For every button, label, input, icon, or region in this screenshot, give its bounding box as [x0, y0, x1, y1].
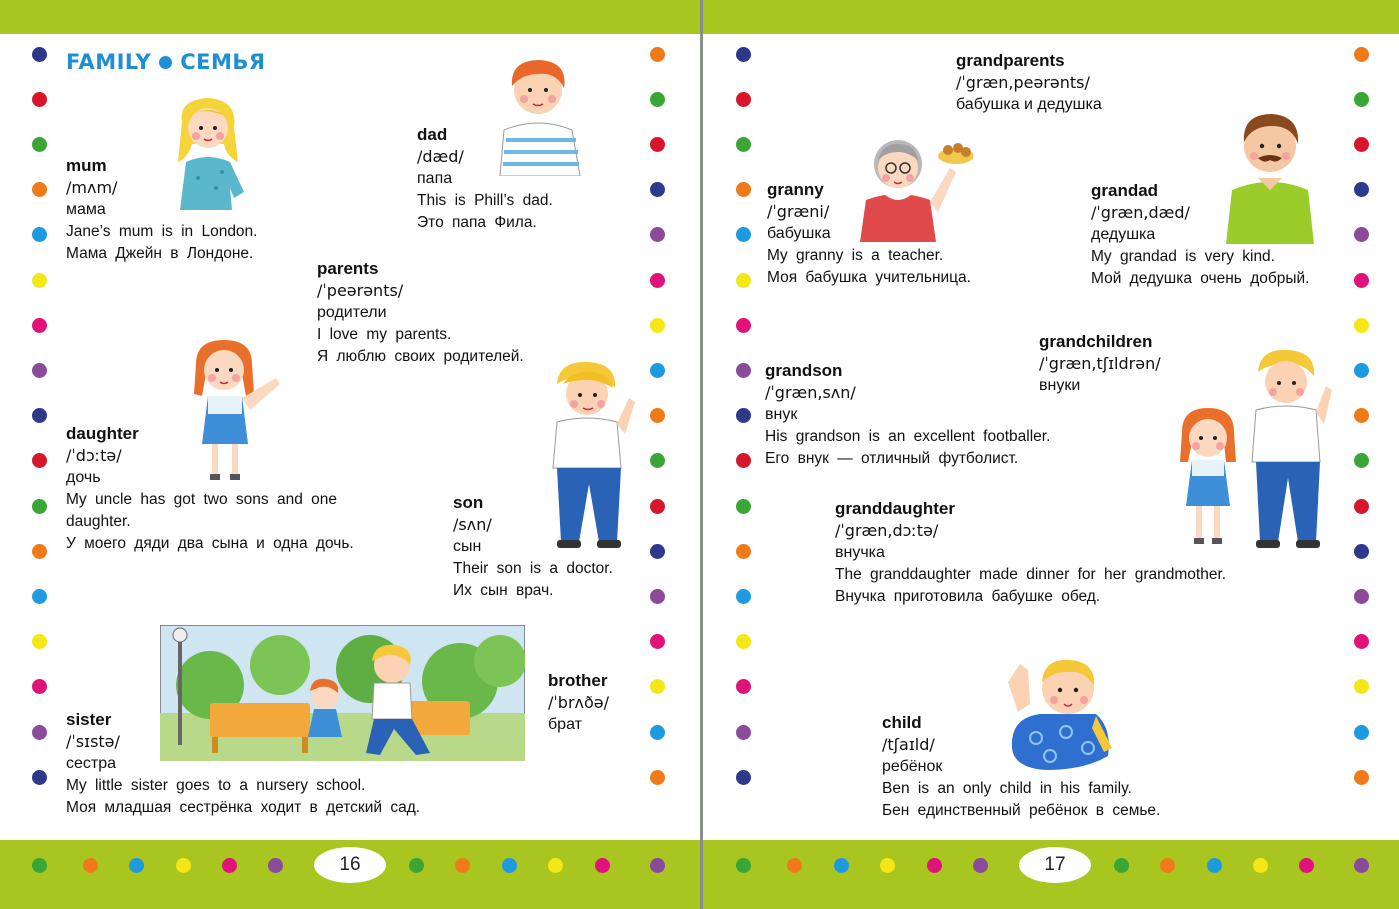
decorative-dot — [32, 499, 47, 514]
decorative-dot — [176, 858, 191, 873]
word: dad — [417, 125, 448, 144]
entry-brother — [548, 670, 609, 736]
example-en: My granny is a teacher. — [767, 247, 944, 264]
entry-dad — [417, 124, 553, 234]
decorative-dot — [650, 92, 665, 107]
word: parents — [317, 259, 379, 278]
word: granny — [767, 180, 824, 199]
decorative-dot — [650, 725, 665, 740]
decorative-dot — [736, 47, 751, 62]
decorative-dot — [650, 47, 665, 62]
example-en-line-1: My uncle has got two sons and one — [66, 491, 337, 508]
transcription: /ˈpeərənts/ — [317, 281, 404, 300]
transcription: /ˈsɪstə/ — [66, 732, 120, 751]
example-ru: Моя младшая сестрёнка ходит в детский сад. — [66, 799, 421, 816]
translation: бабушка — [767, 225, 831, 242]
decorative-dot — [1354, 318, 1369, 333]
transcription: /ˈgræn,dæd/ — [1091, 203, 1190, 222]
translation: внук — [765, 406, 798, 423]
entry-grandchildren — [1039, 331, 1161, 397]
decorative-dot — [32, 725, 47, 740]
decorative-dot — [1354, 408, 1369, 423]
example-ru: У моего дяди два сына и одна дочь. — [66, 535, 354, 552]
decorative-dot — [650, 227, 665, 242]
decorative-dot — [736, 589, 751, 604]
example-ru: Их сын врач. — [453, 582, 554, 599]
decorative-dot — [650, 770, 665, 785]
word: son — [453, 493, 484, 512]
decorative-dot — [32, 318, 47, 333]
decorative-dot — [1354, 137, 1369, 152]
decorative-dot — [736, 137, 751, 152]
example-en-line-2: daughter. — [66, 513, 131, 530]
decorative-dot — [736, 770, 751, 785]
example-en: Ben is an only child in his family. — [882, 780, 1132, 797]
word: brother — [548, 671, 608, 690]
decorative-dot — [736, 273, 751, 288]
translation: внучка — [835, 544, 885, 561]
decorative-dot — [736, 499, 751, 514]
word: grandchildren — [1039, 332, 1153, 351]
decorative-dot — [1354, 453, 1369, 468]
decorative-dot — [973, 858, 988, 873]
word: child — [882, 713, 922, 732]
example-en: Their son is a doctor. — [453, 560, 613, 577]
decorative-dot — [1354, 182, 1369, 197]
page-number-right: 17 — [1019, 847, 1091, 883]
decorative-dot — [1354, 363, 1369, 378]
translation: сестра — [66, 755, 117, 772]
decorative-dot — [1207, 858, 1222, 873]
decorative-dot — [32, 182, 47, 197]
decorative-dot — [1354, 47, 1369, 62]
decorative-dot — [650, 137, 665, 152]
example-ru: Это папа Фила. — [417, 214, 537, 231]
translation: папа — [417, 170, 453, 187]
decorative-dot — [650, 408, 665, 423]
decorative-dot — [736, 227, 751, 242]
decorative-dot — [650, 858, 665, 873]
word: grandparents — [956, 51, 1065, 70]
transcription: /dæd/ — [417, 147, 464, 166]
example-en: Jane’s mum is in London. — [66, 223, 258, 240]
decorative-dot — [1354, 858, 1369, 873]
word: grandad — [1091, 181, 1159, 200]
example-ru: Мама Джейн в Лондоне. — [66, 245, 254, 262]
decorative-dot — [736, 318, 751, 333]
decorative-dot — [1299, 858, 1314, 873]
decorative-dot — [736, 858, 751, 873]
decorative-dot — [83, 858, 98, 873]
decorative-dot — [650, 679, 665, 694]
decorative-dot — [650, 589, 665, 604]
example-ru: Мой дедушка очень добрый. — [1091, 270, 1310, 287]
translation: дедушка — [1091, 226, 1156, 243]
decorative-dot — [650, 273, 665, 288]
decorative-dot — [650, 363, 665, 378]
transcription: /ˈgræn,tʃɪldrən/ — [1039, 354, 1161, 373]
decorative-dot — [650, 544, 665, 559]
decorative-dot — [1354, 227, 1369, 242]
example-en: The granddaughter made dinner for her grandmother. — [835, 566, 1227, 583]
title-russian: СЕМЬЯ — [180, 50, 266, 74]
decorative-dot — [1354, 725, 1369, 740]
word: grandson — [765, 361, 843, 380]
decorative-dot — [32, 227, 47, 242]
title-dot-icon — [159, 56, 172, 69]
transcription: /sʌn/ — [453, 515, 492, 534]
entry-child — [882, 712, 1160, 822]
entry-grandparents — [956, 50, 1102, 116]
decorative-dot — [409, 858, 424, 873]
decorative-dot — [32, 858, 47, 873]
decorative-dot — [736, 453, 751, 468]
translation: мама — [66, 201, 106, 218]
decorative-dot — [548, 858, 563, 873]
decorative-dot — [1354, 589, 1369, 604]
example-ru: Я люблю своих родителей. — [317, 348, 524, 365]
example-ru: Бен единственный ребёнок в семье. — [882, 802, 1161, 819]
decorative-dot — [32, 679, 47, 694]
decorative-dot — [1114, 858, 1129, 873]
decorative-dot — [32, 544, 47, 559]
translation: сын — [453, 538, 482, 555]
decorative-dot — [736, 363, 751, 378]
translation: внуки — [1039, 377, 1081, 394]
entry-mum — [66, 155, 257, 265]
entry-parents — [317, 258, 524, 368]
example-en: I love my parents. — [317, 326, 452, 343]
decorative-dot — [736, 679, 751, 694]
book-gutter — [700, 0, 703, 909]
word: granddaughter — [835, 499, 955, 518]
decorative-dot — [32, 770, 47, 785]
entry-son — [453, 492, 613, 602]
entry-daughter — [66, 423, 354, 555]
page-number-left: 16 — [314, 847, 386, 883]
entry-grandson — [765, 360, 1050, 470]
decorative-dot — [880, 858, 895, 873]
decorative-dot — [502, 858, 517, 873]
example-ru: Моя бабушка учительница. — [767, 269, 971, 286]
word: mum — [66, 156, 107, 175]
decorative-dot — [129, 858, 144, 873]
decorative-dot — [32, 589, 47, 604]
decorative-dot — [650, 499, 665, 514]
decorative-dot — [32, 363, 47, 378]
decorative-dot — [32, 634, 47, 649]
transcription: /ˈgræni/ — [767, 202, 830, 221]
decorative-dot — [32, 92, 47, 107]
decorative-dot — [787, 858, 802, 873]
decorative-dot — [650, 182, 665, 197]
decorative-dot — [1354, 273, 1369, 288]
decorative-dot — [222, 858, 237, 873]
transcription: /ˈgræn,sʌn/ — [765, 383, 856, 402]
decorative-dot — [595, 858, 610, 873]
decorative-dot — [1354, 499, 1369, 514]
decorative-dot — [1354, 770, 1369, 785]
example-en: His grandson is an excellent footballer. — [765, 428, 1051, 445]
decorative-dot — [1354, 679, 1369, 694]
word: daughter — [66, 424, 139, 443]
translation: бабушка и дедушка — [956, 96, 1102, 113]
example-ru: Внучка приготовила бабушке обед. — [835, 588, 1101, 605]
decorative-dot — [736, 92, 751, 107]
decorative-dot — [1160, 858, 1175, 873]
decorative-dot — [1354, 634, 1369, 649]
transcription: /tʃaɪld/ — [882, 735, 935, 754]
entry-sister — [66, 709, 420, 819]
transcription: /ˈgræn,peərənts/ — [956, 73, 1090, 92]
decorative-dot — [736, 182, 751, 197]
decorative-dot — [1253, 858, 1268, 873]
page-title — [66, 50, 266, 74]
decorative-dot — [32, 273, 47, 288]
decorative-dot — [32, 47, 47, 62]
transcription: /mʌm/ — [66, 178, 118, 197]
transcription: /ˈdɔːtə/ — [66, 446, 122, 465]
decorative-dot — [736, 725, 751, 740]
decorative-dot — [32, 137, 47, 152]
example-en: This is Phill’s dad. — [417, 192, 553, 209]
decorative-dot — [32, 408, 47, 423]
decorative-dot — [1354, 92, 1369, 107]
transcription: /ˈbrʌðə/ — [548, 693, 610, 712]
decorative-dot — [268, 858, 283, 873]
decorative-dot — [650, 453, 665, 468]
example-en: My little sister goes to a nursery school. — [66, 777, 366, 794]
translation: ребёнок — [882, 758, 943, 775]
transcription: /ˈgræn,dɔːtə/ — [835, 521, 939, 540]
entry-granny — [767, 179, 971, 289]
decorative-dot — [927, 858, 942, 873]
title-english: FAMILY — [66, 50, 152, 74]
decorative-dot — [736, 544, 751, 559]
decorative-dot — [455, 858, 470, 873]
decorative-dot — [650, 634, 665, 649]
decorative-dot — [1354, 544, 1369, 559]
decorative-dot — [650, 318, 665, 333]
example-en: My grandad is very kind. — [1091, 248, 1275, 265]
decorative-dot — [834, 858, 849, 873]
translation: дочь — [66, 469, 101, 486]
word: sister — [66, 710, 112, 729]
decorative-dot — [736, 634, 751, 649]
entry-granddaughter — [835, 498, 1226, 608]
translation: родители — [317, 304, 387, 321]
decorative-dot — [32, 453, 47, 468]
translation: брат — [548, 716, 582, 733]
entry-grandad — [1091, 180, 1309, 290]
decorative-dot — [736, 408, 751, 423]
example-ru: Его внук — отличный футболист. — [765, 450, 1019, 467]
